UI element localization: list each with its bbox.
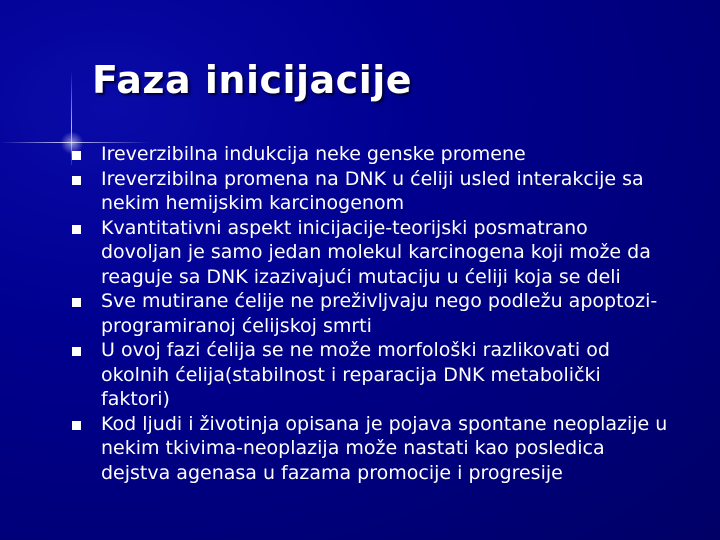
- bullet-text: U ovoj fazi ćelija se ne može morfološki razlikovati od okolnih ćelija(stabilnost i reparacija DNK metabolički faktori): [101, 339, 610, 410]
- bullet-item: [72, 289, 672, 338]
- slide-title: Faza inicijacije: [92, 58, 413, 102]
- bullet-text: Kod ljudi i životinja opisana je pojava spontane neoplazije u nekim tkivima-neoplazija može nastati kao posledica dejstva agenasa u fazama promocije i progresije: [101, 412, 668, 484]
- bullet-item: [72, 142, 672, 167]
- square-bullet-icon: [72, 421, 81, 430]
- bullet-list: [72, 142, 672, 485]
- square-bullet-icon: [72, 176, 81, 185]
- square-bullet-icon: [72, 347, 81, 356]
- bullet-text: Ireverzibilna indukcija neke genske promene: [101, 143, 526, 165]
- bullet-item: [72, 167, 672, 216]
- bullet-item: [72, 412, 672, 486]
- bullet-text: Kvantitativni aspekt inicijacije-teorijski posmatrano dovoljan je samo jedan molekul karcinogena koji može da reaguje sa DNK izazivajući mutaciju u ćeliji koja se deli: [101, 216, 651, 288]
- bullet-text: Ireverzibilna promena na DNK u ćeliji usled interakcije sa nekim hemijskim karcinogenom: [101, 167, 644, 214]
- square-bullet-icon: [72, 151, 81, 160]
- bullet-item: [72, 216, 672, 290]
- square-bullet-icon: [72, 225, 81, 234]
- square-bullet-icon: [72, 298, 81, 307]
- bullet-item: [72, 338, 672, 412]
- bullet-text: Sve mutirane ćelije ne preživljvaju nego podležu apoptozi-programiranoj ćelijskoj smrti: [101, 290, 658, 337]
